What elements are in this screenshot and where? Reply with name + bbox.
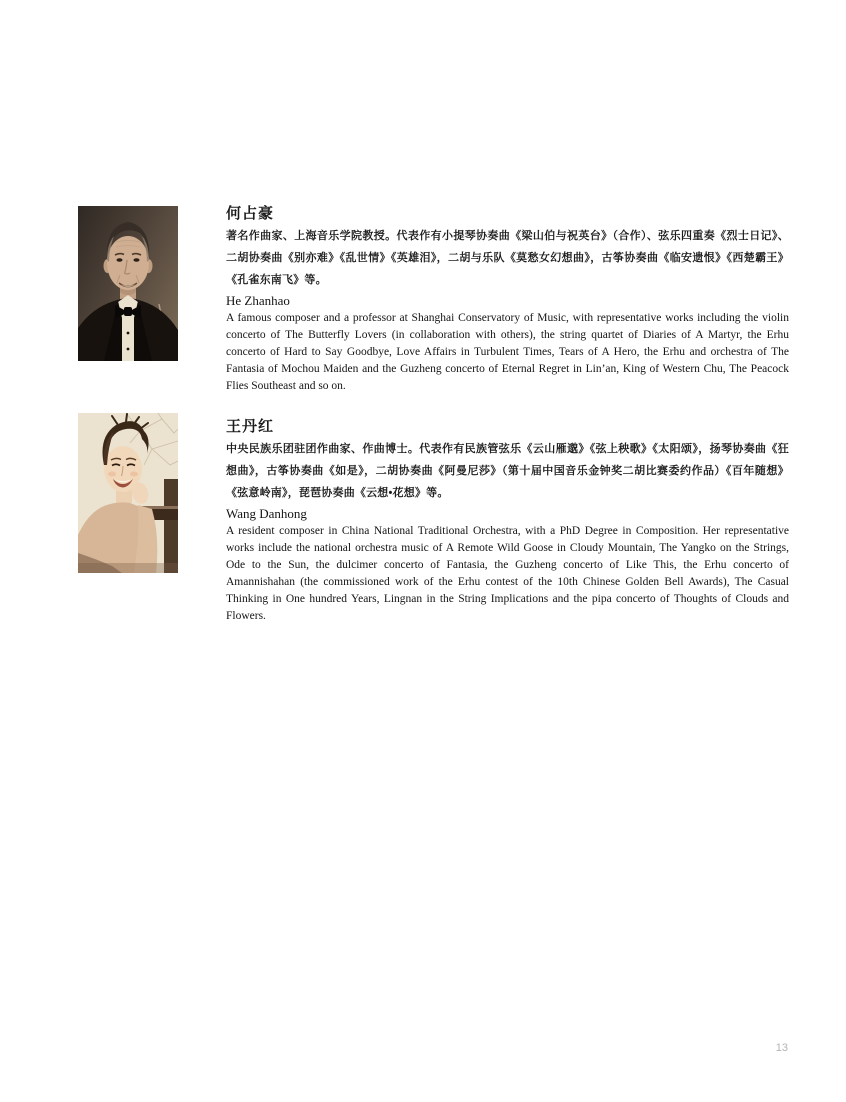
composer-name-en: Wang Danhong bbox=[226, 506, 307, 521]
composer-name-zh: 何占豪 bbox=[226, 205, 275, 222]
he-zhanhao-portrait-photo bbox=[78, 206, 178, 361]
composer-bio-zh: 著名作曲家、上海音乐学院教授。代表作有小提琴协奏曲《梁山伯与祝英台》（合作）、弦乐四重奏《烈士日记》、二胡协奏曲《别亦难》《乱世情》《英雄泪》，二胡与乐队《莫愁女幻想曲》，古筝协奏曲《临安遗恨》《西楚霸王》《孔雀东南飞》等。 bbox=[226, 230, 789, 286]
composer-bio-en: A famous composer and a professor at Shanghai Conservatory of Music, with representative works including the violin concerto of The Butterfly Lovers (in collaboration with others), the string quartet of Diaries of A Martyr, the Erhu concerto of Hard to Say Goodbye, Love Affairs in Turbulent Times, Tears of A Hero, the Erhu and orchestra of The Fantasia of Mochou Maiden and the Guzheng concerto of Eternal Regret in Lin’an, King of Western Chu, The Peacock Flies Southeast and so on. bbox=[226, 312, 789, 392]
page-number: 13 bbox=[775, 1042, 788, 1054]
composer-bio-zh: 中央民族乐团驻团作曲家、作曲博士。代表作有民族管弦乐《云山雁邈》《弦上秧歌》《太阳颂》，扬琴协奏曲《狂想曲》，古筝协奏曲《如是》，二胡协奏曲《阿曼尼莎》（第十届中国音乐金钟奖二胡比赛委约作品）《百年随想》《弦意岭南》，琵琶协奏曲《云想•花想》等。 bbox=[226, 443, 789, 499]
composer-bio-en: A resident composer in China National Traditional Orchestra, with a PhD Degree in Composition. Her representative works include the national orchestra music of A Remote Wild Goose in Cloudy Mountain, The Yangko on the Strings, Ode to the Sun, the dulcimer concerto of Fantasia, the Guzheng concerto of Like This, the Erhu concerto of Amannishahan (the commissioned work of the Erhu contest of the 10th Chinese Golden Bell Awards), The Casual Thinking in One hundred Years, Lingnan in the String Implications and the pipa concerto of Thoughts of Clouds and Flowers. bbox=[226, 525, 789, 622]
composer-name-en: He Zhanhao bbox=[226, 293, 290, 308]
wang-danhong-portrait-photo bbox=[78, 413, 178, 573]
composer-name-zh: 王丹红 bbox=[226, 418, 275, 435]
